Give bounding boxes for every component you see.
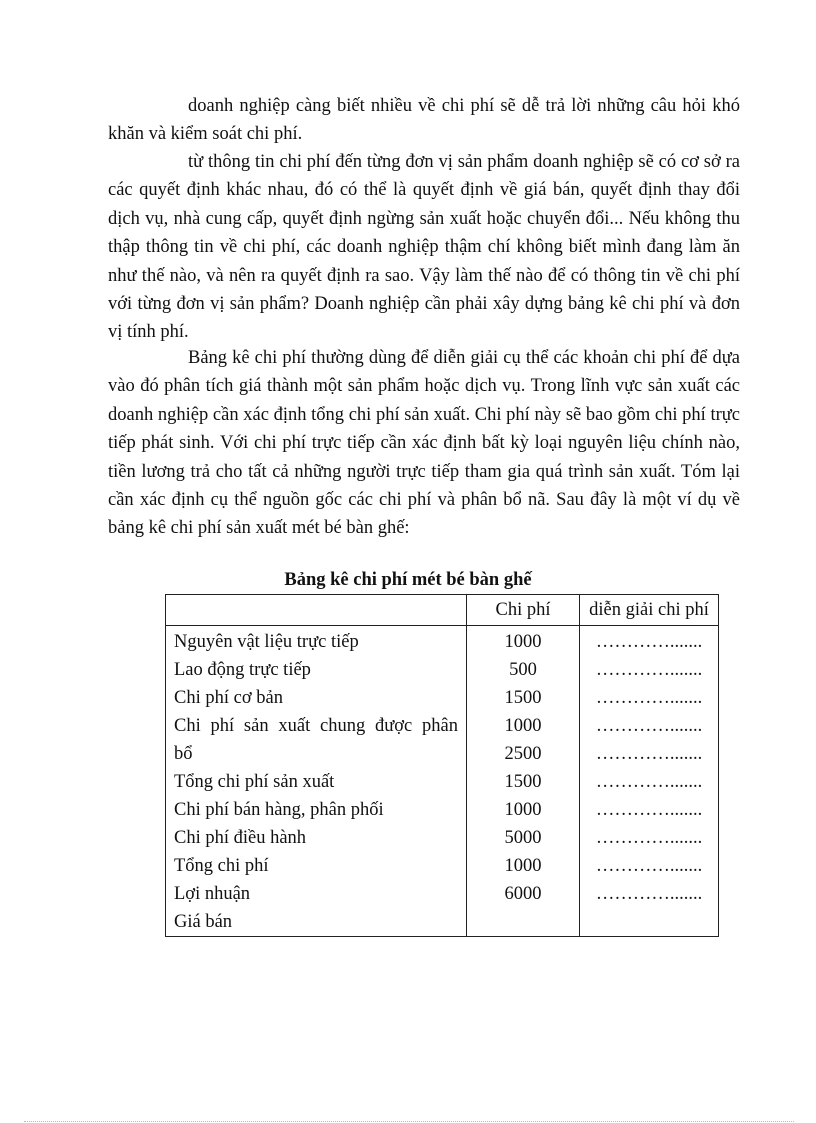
cost-label: Lợi nhuận xyxy=(174,884,251,904)
label-column xyxy=(166,626,467,937)
explanation-placeholder: …………....... xyxy=(595,744,703,764)
explanation-placeholder: …………....... xyxy=(595,688,703,708)
explanation-placeholder: …………....... xyxy=(595,660,703,680)
explanation-column xyxy=(580,626,719,937)
explanation-placeholder: …………....... xyxy=(595,884,703,904)
cost-label: bổ xyxy=(174,744,193,764)
explanation-placeholder: …………....... xyxy=(595,772,703,792)
value-column xyxy=(467,626,580,937)
cost-label: Chi phí điều hành xyxy=(174,828,307,848)
cost-value: 1500 xyxy=(504,688,542,708)
cost-label: Chi phí sản xuất chung được phân xyxy=(174,716,458,736)
explanation-empty xyxy=(588,908,710,936)
cost-value: 2500 xyxy=(504,744,542,764)
cost-label: Tổng chi phí xyxy=(174,856,269,876)
cost-label: Chi phí bán hàng, phân phối xyxy=(174,800,384,820)
page-bottom-divider xyxy=(24,1121,794,1122)
table-caption: Bảng kê chi phí mét bé bàn ghế xyxy=(284,570,532,590)
cost-table xyxy=(165,594,719,937)
explanation-placeholder: …………....... xyxy=(595,632,703,652)
cost-value: 1000 xyxy=(504,716,542,736)
paragraph-3: Bảng kê chi phí thường dùng để diễn giải cụ thể các khoản chi phí để dựa vào đó phân tích giá thành một sản phẩm hoặc dịch vụ. Trong lĩnh vực sản xuất các doanh nghiệp cần xác định tổng chi phí sản xuất. Chi phí này sẽ bao gồm chi phí trực tiếp phát sinh. Với chi phí trực tiếp cần xác định bất kỳ loại nguyên liệu chính nào, tiền lương trả cho tất cả những người trực tiếp tham gia quá trình sản xuất. Tóm lại cần xác định cụ thể nguồn gốc các chi phí và phân bổ nã. Sau đây là một ví dụ về bảng kê chi phí sản xuất mét bé bàn ghế: xyxy=(108,348,740,539)
cost-value: 6000 xyxy=(504,884,542,904)
cost-value: 5000 xyxy=(504,828,542,848)
cost-value: 1000 xyxy=(504,632,542,652)
table-header-row xyxy=(166,595,719,626)
paragraph-2: từ thông tin chi phí đến từng đơn vị sản phẩm doanh nghiệp sẽ có cơ sở ra các quyết định khác nhau, đó có thể là quyết định về giá bán, quyết định thay đổi dịch vụ, nhà cung cấp, quyết định ngừng sản xuất hoặc chuyển đổi... Nếu không thu thập thông tin về chi phí, các doanh nghiệp thậm chí không biết mình đang làm ăn như thế nào, và nên ra quyết định ra sao. Vậy làm thế nào để có thông tin về chi phí với từng đơn vị sản phẩm? Doanh nghiệp cần phải xây dựng bảng kê chi phí và đơn vị tính phí. xyxy=(108,152,740,343)
cost-value: 1000 xyxy=(504,800,542,820)
cost-value: 500 xyxy=(509,660,537,680)
explanation-placeholder: …………....... xyxy=(595,856,703,876)
cost-value: 1000 xyxy=(504,856,542,876)
header-cost: Chi phí xyxy=(467,595,580,626)
explanation-placeholder: …………....... xyxy=(595,828,703,848)
paragraph-1: doanh nghiệp càng biết nhiều về chi phí sẽ dễ trả lời những câu hỏi khó khăn và kiểm soát chi phí. xyxy=(108,96,740,145)
header-explanation: diễn giải chi phí xyxy=(580,595,719,626)
cost-label: Tổng chi phí sản xuất xyxy=(174,772,335,792)
cost-label: Chi phí cơ bản xyxy=(174,688,283,708)
table-body-row xyxy=(166,626,719,937)
cost-label: Lao động trực tiếp xyxy=(174,660,311,680)
cost-value-empty xyxy=(475,908,571,936)
cost-label: Nguyên vật liệu trực tiếp xyxy=(174,632,359,652)
cost-value: 1500 xyxy=(504,772,542,792)
explanation-placeholder: …………....... xyxy=(595,800,703,820)
cost-label: Giá bán xyxy=(174,912,233,932)
explanation-placeholder: …………....... xyxy=(595,716,703,736)
header-label xyxy=(166,595,467,626)
